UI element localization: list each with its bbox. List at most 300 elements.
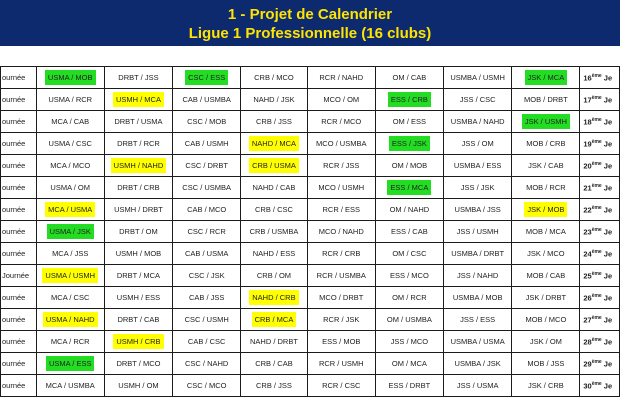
fixture-text: DRBT / CAB bbox=[117, 315, 160, 324]
fixture-cell bbox=[104, 133, 172, 155]
return-matchday-label bbox=[580, 243, 620, 265]
fixture-text: MCA / USMBA bbox=[45, 381, 95, 390]
fixture-text: JSS / MCO bbox=[390, 337, 429, 346]
fixture-cell bbox=[512, 221, 580, 243]
highlighted-fixture: USMA / ESS bbox=[46, 356, 95, 371]
matchday-row bbox=[1, 287, 620, 309]
fixture-text: CSC / MCO bbox=[186, 381, 227, 390]
fixture-text: OM / MCA bbox=[391, 359, 427, 368]
return-matchday-label bbox=[580, 375, 620, 397]
fixture-cell bbox=[173, 375, 241, 397]
fixture-cell bbox=[36, 199, 104, 221]
fixture-cell bbox=[512, 287, 580, 309]
fixture-text: MCO / USMH bbox=[318, 183, 365, 192]
fixture-text: JSS / OM bbox=[461, 139, 494, 148]
highlighted-fixture: ESS / JSK bbox=[389, 136, 430, 151]
fixture-cell bbox=[104, 199, 172, 221]
return-matchday-word: Je bbox=[603, 183, 613, 193]
fixture-cell bbox=[36, 67, 104, 89]
matchday-label: ournée bbox=[1, 155, 37, 177]
fixture-cell bbox=[241, 133, 307, 155]
return-matchday-number: 30 bbox=[583, 381, 592, 391]
return-matchday-word: Je bbox=[603, 359, 613, 369]
fixture-text: RCR / JSS bbox=[323, 161, 360, 170]
fixture-text: USMBA / JSK bbox=[454, 359, 501, 368]
return-matchday-label bbox=[580, 265, 620, 287]
fixture-text: CRB / JSS bbox=[256, 381, 292, 390]
fixture-text: DRBT / OM bbox=[119, 227, 158, 236]
fixture-text: CSC / NAHD bbox=[185, 359, 229, 368]
fixture-cell bbox=[443, 265, 512, 287]
return-matchday-label bbox=[580, 353, 620, 375]
fixture-text: CSC / RCR bbox=[187, 227, 226, 236]
ordinal-suffix: ème bbox=[591, 270, 602, 277]
fixture-cell bbox=[307, 375, 375, 397]
ordinal-suffix: ème bbox=[591, 116, 602, 123]
return-matchday-word: Je bbox=[603, 205, 613, 215]
highlighted-fixture: CRB / USMA bbox=[249, 158, 299, 173]
fixture-cell bbox=[173, 155, 241, 177]
matchday-label: ournée bbox=[1, 331, 37, 353]
matchday-label: ournée bbox=[1, 177, 37, 199]
return-matchday-label bbox=[580, 199, 620, 221]
fixture-text: JSK / CRB bbox=[527, 381, 564, 390]
fixture-cell bbox=[375, 89, 443, 111]
fixture-cell bbox=[241, 375, 307, 397]
fixture-cell bbox=[375, 265, 443, 287]
fixture-text: USMH / OM bbox=[118, 381, 159, 390]
ordinal-suffix: ème bbox=[591, 248, 602, 255]
fixture-text: RCR / CRB bbox=[322, 249, 361, 258]
fixture-cell bbox=[173, 353, 241, 375]
fixture-cell bbox=[307, 221, 375, 243]
fixture-text: MCO / NAHD bbox=[318, 227, 364, 236]
fixture-text: USMBA / ESS bbox=[453, 161, 502, 170]
return-matchday-word: Je bbox=[603, 227, 613, 237]
fixture-cell bbox=[36, 177, 104, 199]
matchday-row bbox=[1, 155, 620, 177]
fixture-text: CSC / USMH bbox=[184, 315, 229, 324]
fixture-text: ESS / MOB bbox=[322, 337, 361, 346]
fixture-cell bbox=[241, 111, 307, 133]
return-matchday-word: Je bbox=[603, 139, 613, 149]
fixture-text: DRBT / MCO bbox=[116, 359, 161, 368]
highlighted-fixture: JSK / MOB bbox=[524, 202, 567, 217]
fixture-cell bbox=[36, 221, 104, 243]
fixture-cell bbox=[173, 309, 241, 331]
fixture-text: CRB / MCO bbox=[254, 73, 294, 82]
fixture-cell bbox=[307, 309, 375, 331]
fixture-text: RCR / USMBA bbox=[316, 271, 366, 280]
return-matchday-label bbox=[580, 89, 620, 111]
matchday-label: ournée bbox=[1, 353, 37, 375]
fixture-text: MCA / JSS bbox=[52, 249, 89, 258]
fixture-cell bbox=[241, 67, 307, 89]
matchday-row bbox=[1, 331, 620, 353]
fixture-cell bbox=[173, 287, 241, 309]
fixture-cell bbox=[241, 331, 307, 353]
matchday-label: ournée bbox=[1, 287, 37, 309]
matchday-label: ournée bbox=[1, 133, 37, 155]
fixture-text: MOB / DRBT bbox=[524, 95, 568, 104]
return-matchday-number: 16 bbox=[583, 73, 592, 83]
fixture-text: ESS / CAB bbox=[391, 227, 428, 236]
calendar-header bbox=[0, 0, 620, 46]
fixture-cell bbox=[375, 309, 443, 331]
fixture-text: CSC / USMBA bbox=[182, 183, 232, 192]
fixture-text: CRB / JSS bbox=[256, 117, 292, 126]
page-title: 1 - Projet de Calendrier bbox=[227, 6, 393, 23]
ordinal-suffix: ème bbox=[591, 72, 602, 79]
fixture-cell bbox=[375, 133, 443, 155]
fixture-text: DRBT / CRB bbox=[117, 183, 160, 192]
fixture-cell bbox=[307, 67, 375, 89]
fixture-cell bbox=[241, 287, 307, 309]
ordinal-suffix: ème bbox=[591, 204, 602, 211]
fixture-cell bbox=[307, 287, 375, 309]
return-matchday-label bbox=[580, 155, 620, 177]
matchday-row bbox=[1, 309, 620, 331]
return-matchday-word: Je bbox=[603, 381, 613, 391]
highlighted-fixture: ESS / MCA bbox=[387, 180, 431, 195]
fixture-cell bbox=[104, 287, 172, 309]
fixture-text: RCR / JSK bbox=[323, 315, 360, 324]
fixture-text: USMH / DRBT bbox=[114, 205, 163, 214]
fixture-text: JSS / CSC bbox=[459, 95, 496, 104]
fixture-cell bbox=[104, 243, 172, 265]
fixture-text: CAB / JSS bbox=[188, 293, 225, 302]
fixture-cell bbox=[173, 243, 241, 265]
return-matchday-number: 23 bbox=[583, 227, 592, 237]
fixture-cell bbox=[104, 221, 172, 243]
highlighted-fixture: CSC / ESS bbox=[185, 70, 228, 85]
matchday-row bbox=[1, 111, 620, 133]
fixture-cell bbox=[104, 353, 172, 375]
fixture-cell bbox=[173, 133, 241, 155]
fixture-cell bbox=[36, 243, 104, 265]
fixture-text: OM / ESS bbox=[392, 117, 427, 126]
fixture-text: CAB / CSC bbox=[187, 337, 226, 346]
fixture-cell bbox=[443, 287, 512, 309]
fixture-text: DRBT / USMA bbox=[114, 117, 163, 126]
matchday-row bbox=[1, 243, 620, 265]
fixture-text: OM / RCR bbox=[392, 293, 427, 302]
fixture-text: MCO / USMBA bbox=[316, 139, 367, 148]
ordinal-suffix: ème bbox=[591, 94, 602, 101]
fixture-cell bbox=[241, 243, 307, 265]
fixture-cell bbox=[375, 287, 443, 309]
fixture-text: RCR / USMH bbox=[318, 359, 364, 368]
highlighted-fixture: USMH / MCA bbox=[113, 92, 164, 107]
fixture-cell bbox=[104, 375, 172, 397]
fixture-cell bbox=[307, 353, 375, 375]
fixture-text: MOB / MCA bbox=[525, 227, 566, 236]
fixture-text: CRB / OM bbox=[256, 271, 292, 280]
ordinal-suffix: ème bbox=[591, 182, 602, 189]
fixture-text: JSS / JSK bbox=[460, 183, 495, 192]
fixture-text: JSK / DRBT bbox=[525, 293, 567, 302]
fixture-cell bbox=[443, 221, 512, 243]
fixture-text: CSC / MOB bbox=[187, 117, 227, 126]
fixture-cell bbox=[36, 287, 104, 309]
fixture-cell bbox=[173, 111, 241, 133]
fixture-text: OM / CSC bbox=[392, 249, 427, 258]
fixture-cell bbox=[241, 89, 307, 111]
highlighted-fixture: USMH / NAHD bbox=[111, 158, 167, 173]
ordinal-suffix: ème bbox=[591, 292, 602, 299]
fixture-cell bbox=[307, 199, 375, 221]
fixture-text: JSS / ESS bbox=[460, 315, 496, 324]
fixture-cell bbox=[173, 221, 241, 243]
fixture-cell bbox=[104, 309, 172, 331]
fixture-text: CRB / CSC bbox=[254, 205, 293, 214]
fixture-text: RCR / CSC bbox=[322, 381, 361, 390]
highlighted-fixture: USMA / JSK bbox=[47, 224, 94, 239]
fixture-cell bbox=[173, 177, 241, 199]
fixture-cell bbox=[375, 177, 443, 199]
fixture-cell bbox=[36, 353, 104, 375]
fixture-cell bbox=[307, 89, 375, 111]
return-matchday-label bbox=[580, 287, 620, 309]
fixture-text: DRBT / MCA bbox=[116, 271, 161, 280]
return-matchday-label bbox=[580, 67, 620, 89]
fixture-text: CAB / USMBA bbox=[182, 95, 231, 104]
fixture-text: USMBA / MOB bbox=[452, 293, 503, 302]
return-matchday-number: 19 bbox=[583, 139, 592, 149]
fixture-cell bbox=[375, 353, 443, 375]
highlighted-fixture: ESS / CRB bbox=[388, 92, 431, 107]
matchday-label: ournée bbox=[1, 199, 37, 221]
fixture-cell bbox=[375, 111, 443, 133]
fixture-text: USMH / ESS bbox=[116, 293, 161, 302]
fixture-text: NAHD / CAB bbox=[252, 183, 296, 192]
fixture-cell bbox=[443, 353, 512, 375]
fixture-cell bbox=[375, 331, 443, 353]
ordinal-suffix: ème bbox=[591, 314, 602, 321]
ordinal-suffix: ème bbox=[591, 160, 602, 167]
return-matchday-label bbox=[580, 133, 620, 155]
fixture-text: MCA / MCO bbox=[50, 161, 91, 170]
fixture-text: MCA / CAB bbox=[51, 117, 90, 126]
ordinal-suffix: ème bbox=[591, 336, 602, 343]
fixture-cell bbox=[307, 177, 375, 199]
fixture-text: RCR / MCO bbox=[321, 117, 362, 126]
fixture-cell bbox=[512, 89, 580, 111]
matchday-label: ournée bbox=[1, 89, 37, 111]
fixture-cell bbox=[36, 133, 104, 155]
fixture-cell bbox=[512, 133, 580, 155]
matchday-row bbox=[1, 89, 620, 111]
fixture-cell bbox=[173, 89, 241, 111]
fixture-text: RCR / NAHD bbox=[319, 73, 364, 82]
matchday-label: ournée bbox=[1, 375, 37, 397]
fixture-cell bbox=[443, 375, 512, 397]
fixture-cell bbox=[104, 265, 172, 287]
fixture-text: OM / USMBA bbox=[386, 315, 432, 324]
fixture-cell bbox=[512, 199, 580, 221]
fixture-cell bbox=[36, 375, 104, 397]
fixture-cell bbox=[104, 111, 172, 133]
matchday-row bbox=[1, 375, 620, 397]
fixture-text: MOB / RCR bbox=[526, 183, 566, 192]
matchday-row bbox=[1, 353, 620, 375]
return-matchday-label bbox=[580, 221, 620, 243]
fixture-cell bbox=[512, 309, 580, 331]
fixture-cell bbox=[443, 177, 512, 199]
return-matchday-label bbox=[580, 111, 620, 133]
fixture-cell bbox=[512, 353, 580, 375]
fixture-text: OM / NAHD bbox=[389, 205, 430, 214]
matchday-row bbox=[1, 177, 620, 199]
fixture-cell bbox=[307, 133, 375, 155]
fixture-cell bbox=[375, 67, 443, 89]
return-matchday-label bbox=[580, 309, 620, 331]
fixture-text: NAHD / ESS bbox=[252, 249, 296, 258]
highlighted-fixture: JSK / USMH bbox=[522, 114, 570, 129]
fixture-cell bbox=[173, 331, 241, 353]
fixture-cell bbox=[443, 67, 512, 89]
return-matchday-word: Je bbox=[603, 161, 613, 171]
return-matchday-word: Je bbox=[603, 73, 613, 83]
return-matchday-number: 26 bbox=[583, 293, 592, 303]
return-matchday-number: 24 bbox=[583, 249, 592, 259]
fixture-cell bbox=[375, 243, 443, 265]
return-matchday-word: Je bbox=[603, 293, 613, 303]
fixture-text: JSS / USMH bbox=[456, 227, 499, 236]
fixture-cell bbox=[443, 111, 512, 133]
matchday-label: ournée bbox=[1, 111, 37, 133]
ordinal-suffix: ème bbox=[591, 226, 602, 233]
fixture-text: NAHD / JSK bbox=[253, 95, 295, 104]
fixture-text: ESS / DRBT bbox=[388, 381, 431, 390]
fixture-cell bbox=[443, 133, 512, 155]
matchday-row bbox=[1, 199, 620, 221]
matchday-row bbox=[1, 133, 620, 155]
fixture-text: JSK / OM bbox=[529, 337, 562, 346]
fixture-cell bbox=[375, 155, 443, 177]
return-matchday-number: 25 bbox=[583, 271, 592, 281]
return-matchday-word: Je bbox=[603, 271, 613, 281]
fixture-text: MOB / CAB bbox=[526, 271, 566, 280]
fixture-cell bbox=[307, 265, 375, 287]
fixture-cell bbox=[241, 265, 307, 287]
highlighted-fixture: JSK / MCA bbox=[525, 70, 568, 85]
fixture-cell bbox=[512, 375, 580, 397]
return-matchday-number: 29 bbox=[583, 359, 592, 369]
highlighted-fixture: NAHD / CRB bbox=[249, 290, 298, 305]
fixture-text: MCO / DRBT bbox=[319, 293, 364, 302]
fixture-text: JSK / MCO bbox=[527, 249, 565, 258]
fixture-text: CAB / MCO bbox=[187, 205, 227, 214]
return-matchday-number: 21 bbox=[583, 183, 592, 193]
return-matchday-word: Je bbox=[603, 337, 613, 347]
return-matchday-word: Je bbox=[603, 249, 613, 259]
fixture-cell bbox=[173, 199, 241, 221]
fixture-cell bbox=[512, 243, 580, 265]
fixture-cell bbox=[241, 155, 307, 177]
fixture-text: MCA / CSC bbox=[51, 293, 90, 302]
return-matchday-number: 18 bbox=[583, 117, 592, 127]
fixture-cell bbox=[241, 309, 307, 331]
matchday-row bbox=[1, 221, 620, 243]
fixture-cell bbox=[375, 221, 443, 243]
fixture-cell bbox=[512, 331, 580, 353]
fixture-text: MCA / RCR bbox=[50, 337, 90, 346]
fixture-cell bbox=[443, 155, 512, 177]
fixture-cell bbox=[307, 111, 375, 133]
fixture-text: ESS / MCO bbox=[390, 271, 429, 280]
ordinal-suffix: ème bbox=[591, 358, 602, 365]
fixture-cell bbox=[241, 177, 307, 199]
fixture-text: USMA / RCR bbox=[48, 95, 93, 104]
matchday-label: ournée bbox=[1, 221, 37, 243]
fixture-text: CAB / USMH bbox=[184, 139, 229, 148]
highlighted-fixture: USMH / CRB bbox=[113, 334, 163, 349]
fixture-cell bbox=[512, 177, 580, 199]
return-matchday-number: 22 bbox=[583, 205, 592, 215]
highlighted-fixture: NAHD / MCA bbox=[249, 136, 299, 151]
fixture-cell bbox=[36, 309, 104, 331]
fixture-cell bbox=[307, 243, 375, 265]
fixture-cell bbox=[241, 221, 307, 243]
fixture-text: CSC / JSK bbox=[188, 271, 225, 280]
fixture-cell bbox=[36, 331, 104, 353]
fixture-text: USMA / OM bbox=[50, 183, 90, 192]
fixture-cell bbox=[307, 155, 375, 177]
ordinal-suffix: ème bbox=[591, 380, 602, 387]
fixture-cell bbox=[36, 155, 104, 177]
fixture-cell bbox=[36, 89, 104, 111]
return-matchday-number: 20 bbox=[583, 161, 592, 171]
highlighted-fixture: MCA / USMA bbox=[45, 202, 95, 217]
matchday-label: ournée bbox=[1, 309, 37, 331]
fixture-cell bbox=[512, 67, 580, 89]
fixture-text: MOB / MCO bbox=[525, 315, 567, 324]
fixture-text: OM / CAB bbox=[392, 73, 427, 82]
highlighted-fixture: USMA / USMH bbox=[42, 268, 98, 283]
matchday-label: Journée bbox=[1, 265, 37, 287]
fixture-cell bbox=[241, 353, 307, 375]
fixture-text: USMBA / USMH bbox=[450, 73, 505, 82]
fixture-cell bbox=[36, 265, 104, 287]
matchday-row bbox=[1, 265, 620, 287]
matchday-label: ournée bbox=[1, 243, 37, 265]
return-matchday-word: Je bbox=[603, 315, 613, 325]
fixture-text: MOB / CRB bbox=[526, 139, 566, 148]
highlighted-fixture: USMA / NAHD bbox=[43, 312, 98, 327]
fixture-cell bbox=[443, 199, 512, 221]
fixture-cell bbox=[512, 265, 580, 287]
fixture-cell bbox=[241, 199, 307, 221]
fixture-text: CRB / CAB bbox=[255, 359, 293, 368]
fixture-text: NAHD / DRBT bbox=[249, 337, 298, 346]
return-matchday-number: 27 bbox=[583, 315, 592, 325]
highlighted-fixture: CRB / MCA bbox=[252, 312, 297, 327]
fixture-cell bbox=[375, 199, 443, 221]
fixture-text: OM / MOB bbox=[391, 161, 428, 170]
fixture-cell bbox=[307, 331, 375, 353]
return-matchday-label bbox=[580, 177, 620, 199]
fixtures-table bbox=[0, 66, 620, 397]
fixture-cell bbox=[173, 265, 241, 287]
fixture-text: JSS / USMA bbox=[456, 381, 499, 390]
fixture-text: CRB / USMBA bbox=[249, 227, 299, 236]
return-matchday-word: Je bbox=[603, 95, 613, 105]
fixture-cell bbox=[36, 111, 104, 133]
page-subtitle: Ligue 1 Professionnelle (16 clubs) bbox=[188, 25, 432, 42]
fixture-text: CAB / USMA bbox=[185, 249, 229, 258]
return-matchday-label bbox=[580, 331, 620, 353]
